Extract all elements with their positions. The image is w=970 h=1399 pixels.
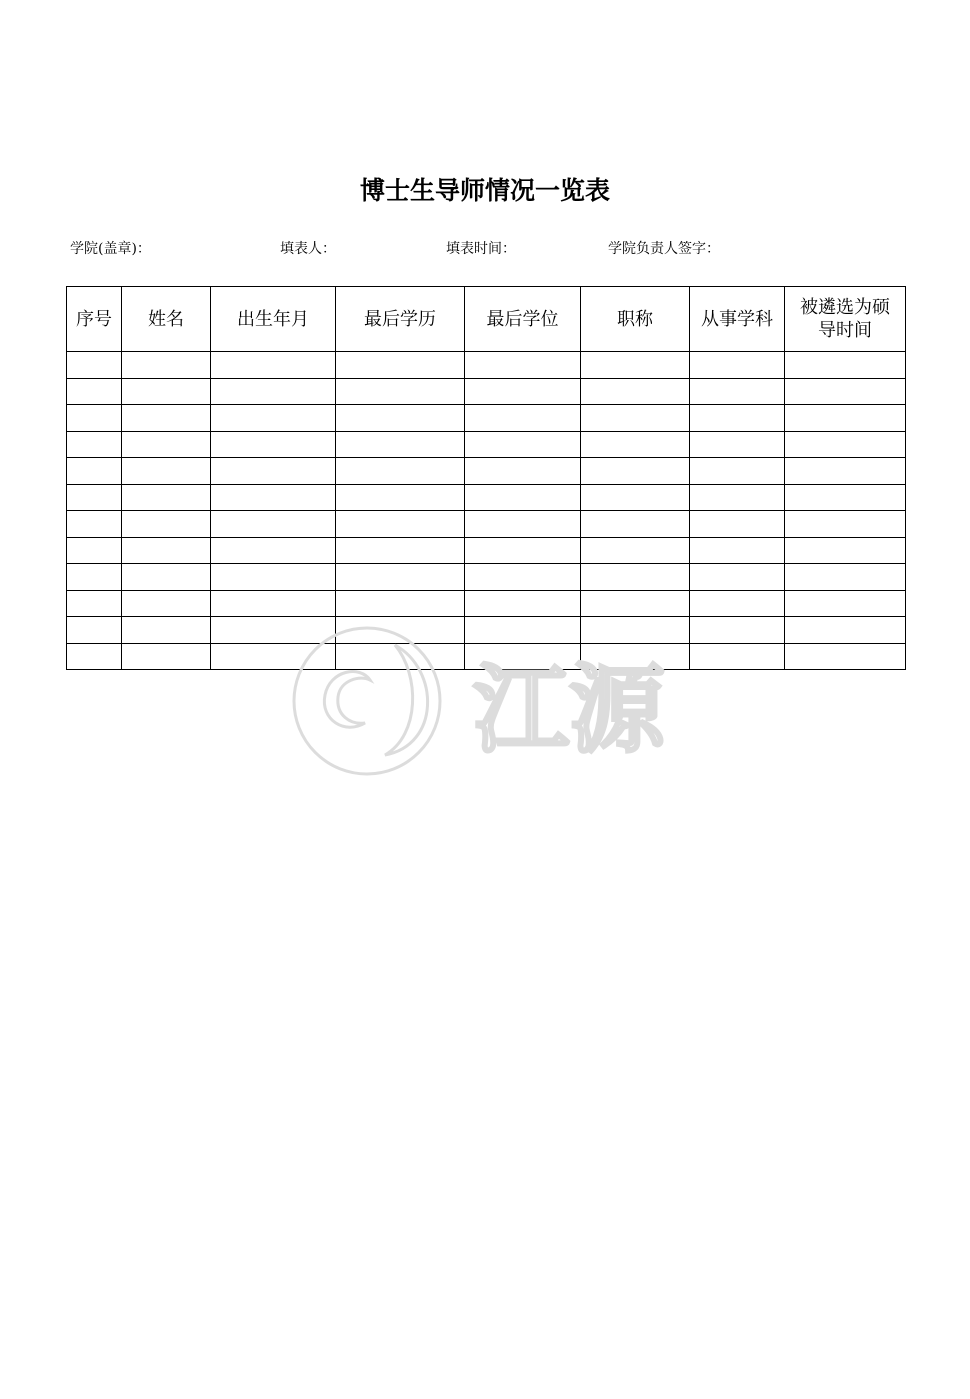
table-cell[interactable] (336, 643, 465, 670)
table-cell[interactable] (211, 590, 336, 617)
table-cell[interactable] (785, 617, 906, 644)
table-cell[interactable] (122, 564, 211, 591)
table-cell[interactable] (211, 431, 336, 458)
table-row (67, 405, 906, 432)
table-cell[interactable] (211, 378, 336, 405)
table-cell[interactable] (581, 458, 690, 485)
table-cell[interactable] (785, 484, 906, 511)
page-title: 博士生导师情况一览表 (359, 176, 610, 205)
table-cell[interactable] (581, 405, 690, 432)
table-cell[interactable] (211, 617, 336, 644)
table-header-row (67, 287, 906, 352)
table-cell[interactable] (465, 405, 581, 432)
table-cell[interactable] (122, 643, 211, 670)
table-cell[interactable] (465, 564, 581, 591)
table-row (67, 352, 906, 379)
table-cell[interactable] (67, 458, 122, 485)
table-cell[interactable] (465, 617, 581, 644)
table-cell[interactable] (465, 511, 581, 538)
header-selected-time (785, 287, 906, 352)
table-cell[interactable] (690, 537, 785, 564)
table-row (67, 431, 906, 458)
header-selected-time-line2: 导时间 (818, 320, 872, 341)
table-row (67, 378, 906, 405)
table-row (67, 590, 906, 617)
table-row (67, 617, 906, 644)
table-cell[interactable] (465, 484, 581, 511)
table-cell[interactable] (67, 590, 122, 617)
table-row (67, 458, 906, 485)
table-cell[interactable] (336, 511, 465, 538)
header-birth-date: 出生年月 (211, 287, 336, 352)
table-cell[interactable] (785, 643, 906, 670)
table-cell[interactable] (122, 458, 211, 485)
table-cell[interactable] (67, 643, 122, 670)
table-cell[interactable] (211, 643, 336, 670)
table-cell[interactable] (581, 511, 690, 538)
table-cell[interactable] (67, 564, 122, 591)
table-cell[interactable] (581, 617, 690, 644)
table-cell[interactable] (690, 378, 785, 405)
table-cell[interactable] (465, 378, 581, 405)
table-cell[interactable] (336, 590, 465, 617)
table-cell[interactable] (785, 564, 906, 591)
table-cell[interactable] (690, 484, 785, 511)
head-signature-label: 学院负责人签字： (608, 241, 720, 257)
table-cell[interactable] (122, 378, 211, 405)
filler-label: 填表人： (280, 241, 336, 257)
header-name: 姓名 (122, 287, 211, 352)
table-cell[interactable] (211, 537, 336, 564)
table-cell[interactable] (336, 352, 465, 379)
table-cell[interactable] (67, 617, 122, 644)
table-cell[interactable] (336, 564, 465, 591)
table-cell[interactable] (122, 537, 211, 564)
table-cell[interactable] (336, 617, 465, 644)
table-body (67, 352, 906, 670)
table-cell[interactable] (785, 511, 906, 538)
table-cell[interactable] (211, 405, 336, 432)
table-cell[interactable] (211, 352, 336, 379)
header-index: 序号 (67, 287, 122, 352)
table-cell[interactable] (336, 405, 465, 432)
table-cell[interactable] (690, 643, 785, 670)
table-row (67, 484, 906, 511)
table-cell[interactable] (690, 511, 785, 538)
table-cell[interactable] (67, 431, 122, 458)
table-cell[interactable] (690, 590, 785, 617)
table-cell[interactable] (67, 511, 122, 538)
table-cell[interactable] (581, 564, 690, 591)
table-cell[interactable] (122, 617, 211, 644)
table-cell[interactable] (67, 405, 122, 432)
table-row (67, 511, 906, 538)
table-cell[interactable] (690, 431, 785, 458)
table-cell[interactable] (465, 352, 581, 379)
table-cell[interactable] (690, 617, 785, 644)
table-cell[interactable] (336, 484, 465, 511)
table-cell[interactable] (211, 564, 336, 591)
table-cell[interactable] (122, 405, 211, 432)
table-row (67, 537, 906, 564)
table-cell[interactable] (122, 431, 211, 458)
table-cell[interactable] (211, 511, 336, 538)
table-cell[interactable] (785, 352, 906, 379)
table-cell[interactable] (122, 590, 211, 617)
supervisor-table (66, 286, 906, 670)
table-cell[interactable] (465, 590, 581, 617)
table-cell[interactable] (122, 511, 211, 538)
table-cell[interactable] (785, 431, 906, 458)
fill-time-label: 填表时间： (446, 241, 516, 257)
table-cell[interactable] (465, 537, 581, 564)
header-title: 职称 (581, 287, 690, 352)
table-cell[interactable] (581, 431, 690, 458)
header-selected-time-line1: 被遴选为硕 (800, 297, 890, 318)
table-cell[interactable] (336, 458, 465, 485)
table-cell[interactable] (785, 405, 906, 432)
table-cell[interactable] (581, 590, 690, 617)
table-cell[interactable] (465, 458, 581, 485)
table-cell[interactable] (785, 590, 906, 617)
college-seal-label: 学院(盖章)： (70, 241, 151, 257)
table-cell[interactable] (465, 643, 581, 670)
table-cell[interactable] (336, 537, 465, 564)
table-cell[interactable] (785, 378, 906, 405)
table-cell[interactable] (67, 484, 122, 511)
table-cell[interactable] (336, 378, 465, 405)
table-cell[interactable] (67, 352, 122, 379)
table-cell[interactable] (581, 643, 690, 670)
table-cell[interactable] (785, 458, 906, 485)
table-cell[interactable] (122, 352, 211, 379)
header-last-education: 最后学历 (336, 287, 465, 352)
table-cell[interactable] (690, 352, 785, 379)
watermark-text: 江源 (473, 654, 665, 766)
table-cell[interactable] (581, 484, 690, 511)
table-cell[interactable] (690, 405, 785, 432)
table-cell[interactable] (581, 378, 690, 405)
table-cell[interactable] (785, 537, 906, 564)
table-cell[interactable] (465, 431, 581, 458)
table-row (67, 643, 906, 670)
table-cell[interactable] (690, 458, 785, 485)
header-discipline: 从事学科 (690, 287, 785, 352)
table-cell[interactable] (67, 537, 122, 564)
table-cell[interactable] (690, 564, 785, 591)
table-cell[interactable] (336, 431, 465, 458)
table-cell[interactable] (211, 458, 336, 485)
table-cell[interactable] (122, 484, 211, 511)
header-last-degree: 最后学位 (465, 287, 581, 352)
table-cell[interactable] (211, 484, 336, 511)
table-cell[interactable] (581, 537, 690, 564)
table-row (67, 564, 906, 591)
table-cell[interactable] (581, 352, 690, 379)
table-cell[interactable] (67, 378, 122, 405)
